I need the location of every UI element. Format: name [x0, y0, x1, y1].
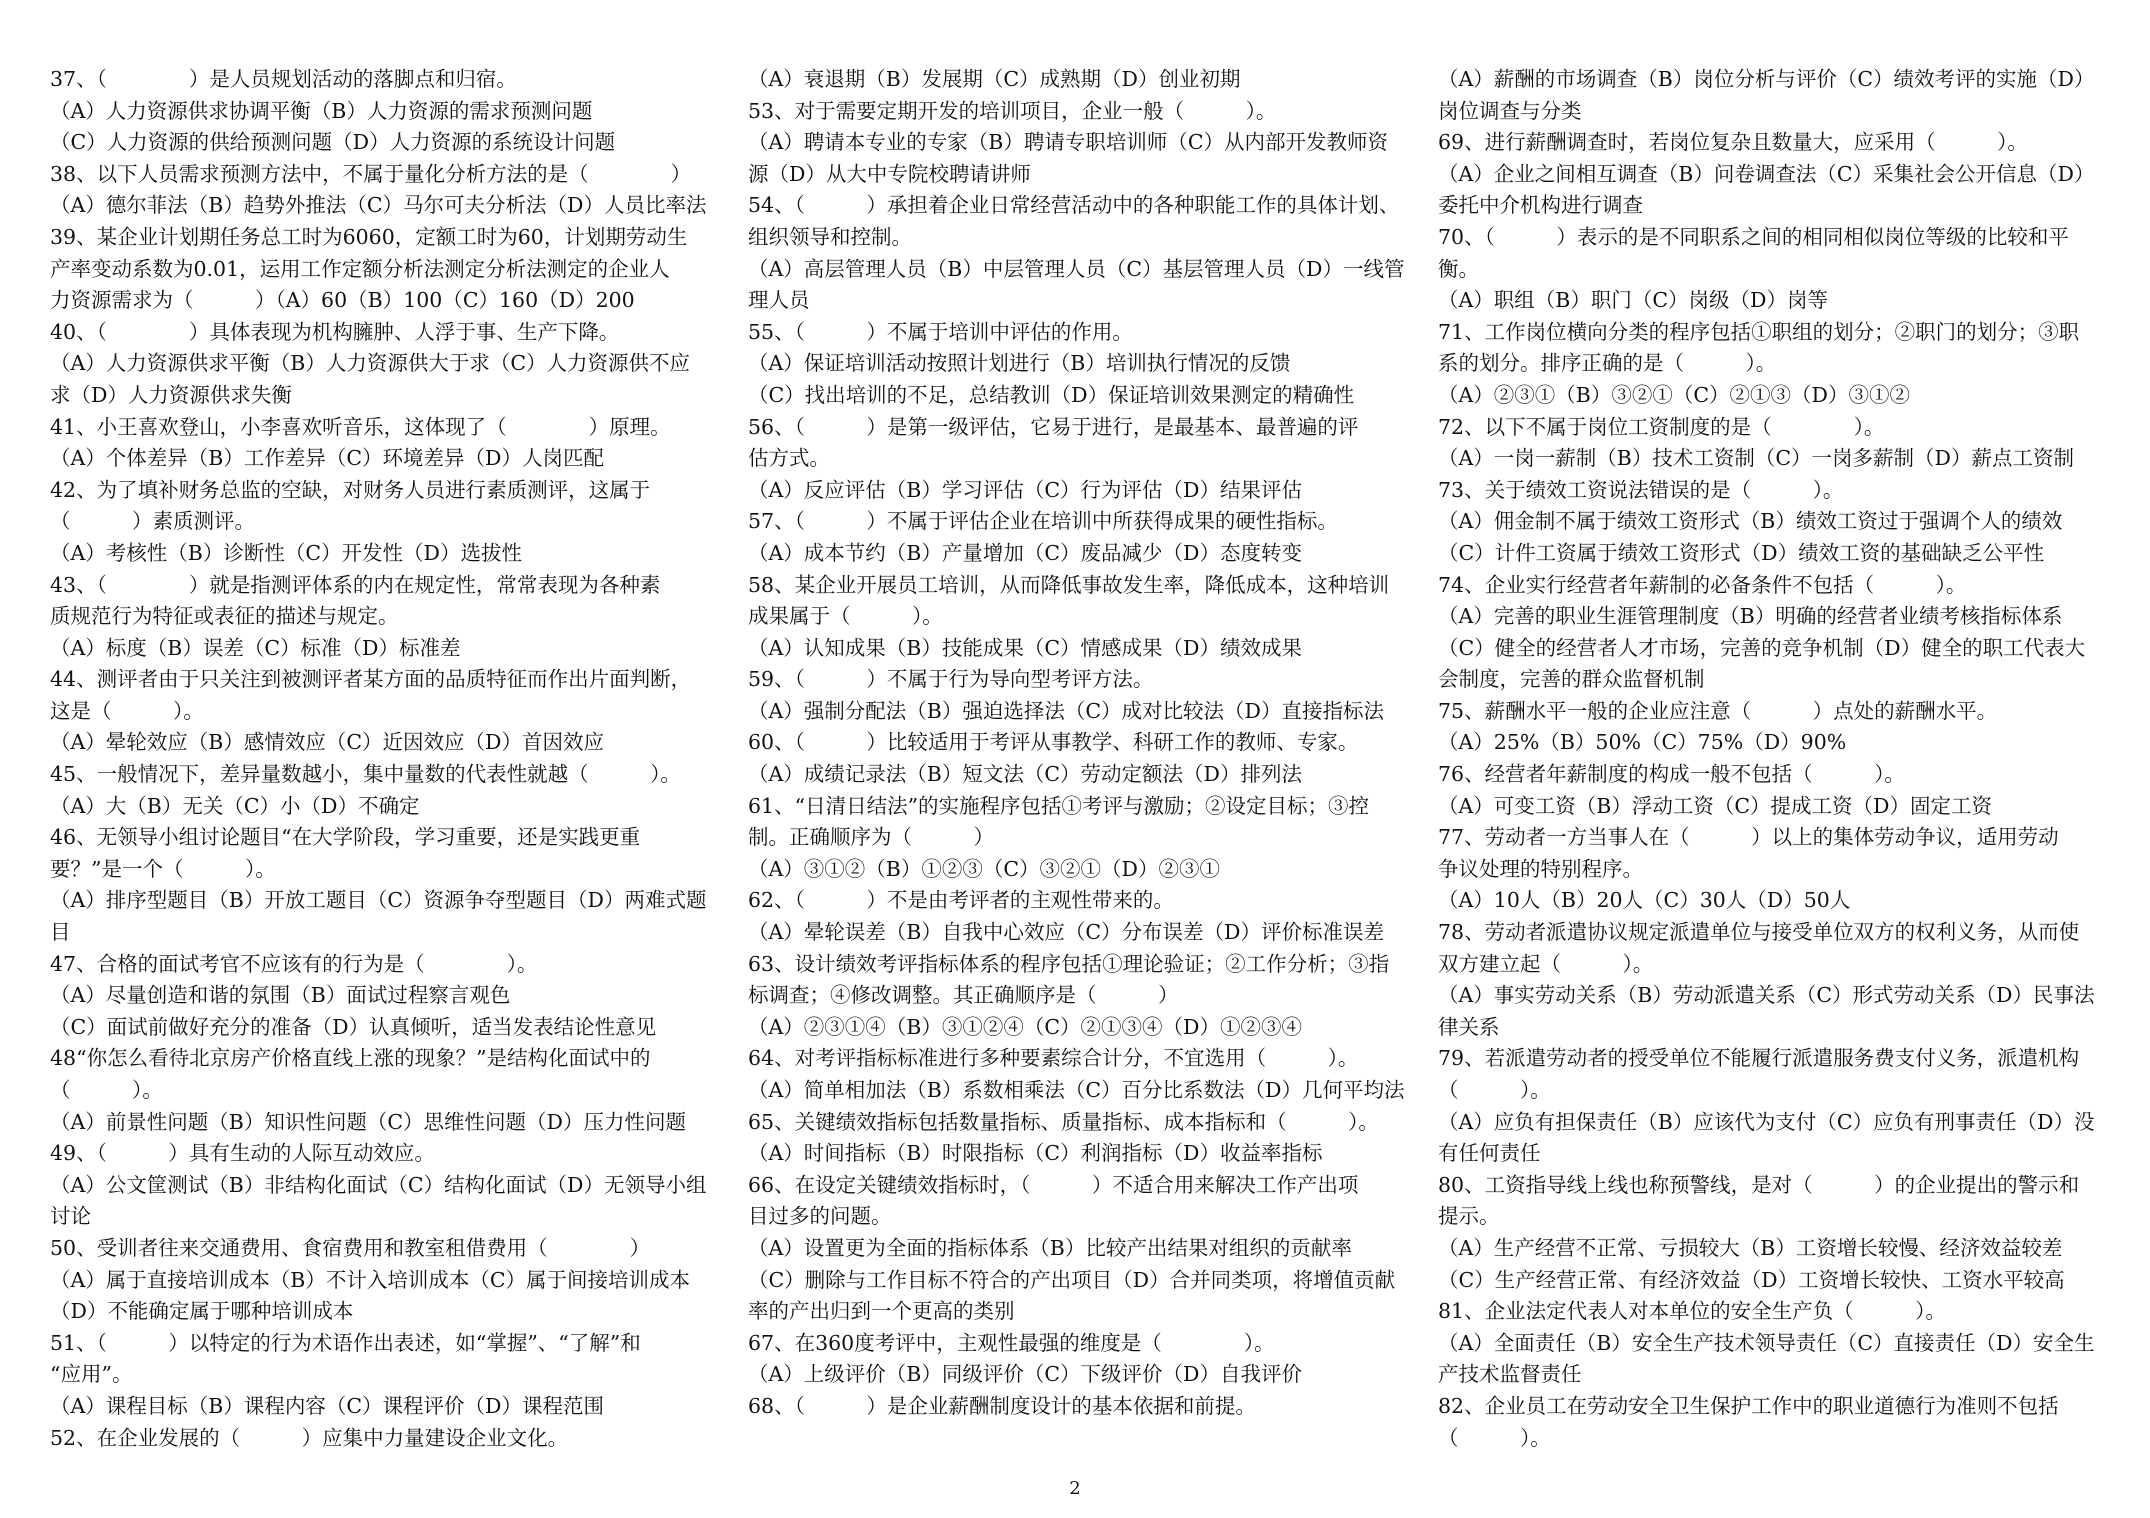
text-line: 源（D）从大中专院校聘请讲师: [748, 161, 1031, 186]
text-line: 讨论: [50, 1204, 91, 1229]
text-line: （A）②③①（B）③②①（C）②①③（D）③①②: [1438, 382, 1910, 407]
text-line: 68、（ ）是企业薪酬制度设计的基本依据和前提。: [748, 1393, 1256, 1418]
text-line: （ ）。: [1438, 1425, 1551, 1450]
text-line: （A）尽量创造和谐的氛围（B）面试过程察言观色: [50, 983, 511, 1008]
text-line: 目: [50, 920, 71, 945]
text-line: （A）反应评估（B）学习评估（C）行为评估（D）结果评估: [748, 477, 1302, 502]
text-line: 61、“日清日结法”的实施程序包括①考评与激励；②设定目标；③控: [748, 793, 1370, 818]
text-line: 58、某企业开展员工培训，从而降低事故发生率，降低成本，这种培训: [748, 572, 1390, 597]
text-line: 80、工资指导线上线也称预警线，是对（ ）的企业提出的警示和: [1438, 1172, 2080, 1197]
text-line: 49、（ ）具有生动的人际互动效应。: [50, 1141, 435, 1166]
text-line: 48“你怎么看待北京房产价格直线上涨的现象？”是结构化面试中的: [50, 1046, 651, 1071]
text-line: （A）10人（B）20人（C）30人（D）50人: [1438, 888, 1851, 913]
text-line: （A）公文筐测试（B）非结构化面试（C）结构化面试（D）无领导小组: [50, 1172, 707, 1197]
text-line: 43、（ ）就是指测评体系的内在规定性，常常表现为各种素: [50, 572, 661, 597]
text-line: 质规范行为特征或表征的描述与规定。: [50, 604, 399, 629]
text-line: （A）设置更为全面的指标体系（B）比较产出结果对组织的贡献率: [748, 1235, 1352, 1260]
text-line: 有任何责任: [1438, 1141, 1541, 1166]
text-line: 78、劳动者派遣协议规定派遣单位与接受单位双方的权利义务，从而使: [1438, 920, 2080, 945]
text-line: （A）时间指标（B）时限指标（C）利润指标（D）收益率指标: [748, 1141, 1323, 1166]
text-line: 64、对考评指标标准进行多种要素综合计分，不宜选用（ ）。: [748, 1046, 1359, 1071]
text-line: 47、合格的面试考官不应该有的行为是（ ）。: [50, 951, 538, 976]
text-line: 估方式。: [748, 446, 830, 471]
text-line: （A）完善的职业生涯管理制度（B）明确的经营者业绩考核指标体系: [1438, 604, 2063, 629]
text-line: （A）成本节约（B）产量增加（C）废品减少（D）态度转变: [748, 540, 1302, 565]
text-line: （C）删除与工作目标不符合的产出项目（D）合并同类项，将增值贡献: [748, 1267, 1396, 1292]
text-line: 双方建立起（ ）。: [1438, 951, 1654, 976]
text-line: 37、（ ）是人员规划活动的落脚点和归宿。: [50, 67, 517, 91]
text-line: （A）晕轮误差（B）自我中心效应（C）分布误差（D）评价标准误差: [748, 920, 1384, 945]
text-line: （A）高层管理人员（B）中层管理人员（C）基层管理人员（D）一线管: [748, 256, 1405, 281]
text-line: 57、（ ）不属于评估企业在培训中所获得成果的硬性指标。: [748, 509, 1338, 534]
text-line: 系的划分。排序正确的是（ ）。: [1438, 351, 1777, 376]
right-column: [1438, 64, 2108, 1454]
text-line: 79、若派遣劳动者的授受单位不能履行派遣服务费支付义务，派遣机构: [1438, 1046, 2080, 1071]
text-line: 提示。: [1438, 1204, 1500, 1229]
text-line: 要？”是一个（ ）。: [50, 856, 276, 881]
text-line: 38、以下人员需求预测方法中，不属于量化分析方法的是（ ）: [50, 161, 692, 186]
text-line: （A）人力资源供求平衡（B）人力资源供大于求（C）人力资源供不应: [50, 351, 691, 376]
text-line: （A）佣金制不属于绩效工资形式（B）绩效工资过于强调个人的绩效: [1438, 509, 2063, 534]
text-line: 目过多的问题。: [748, 1204, 892, 1229]
text-line: （ ）素质测评。: [50, 509, 255, 534]
text-line: （A）排序型题目（B）开放工题目（C）资源争夺型题目（D）两难式题: [50, 888, 707, 913]
text-line: 产技术监督责任: [1438, 1362, 1582, 1387]
text-line: （C）找出培训的不足，总结教训（D）保证培训效果测定的精确性: [748, 382, 1355, 407]
text-line: 40、（ ）具体表现为机构臃肿、人浮于事、生产下降。: [50, 319, 620, 344]
text-line: （A）企业之间相互调查（B）问卷调查法（C）采集社会公开信息（D）: [1438, 161, 2095, 186]
text-line: 45、一般情况下，差异量数越小，集中量数的代表性就越（ ）。: [50, 762, 681, 787]
text-line: 73、关于绩效工资说法错误的是（ ）。: [1438, 477, 1844, 502]
text-line: （A）属于直接培训成本（B）不计入培训成本（C）属于间接培训成本: [50, 1267, 691, 1292]
text-line: （A）可变工资（B）浮动工资（C）提成工资（D）固定工资: [1438, 793, 1992, 818]
text-line: 衡。: [1438, 256, 1479, 281]
text-line: 63、设计绩效考评指标体系的程序包括①理论验证；②工作分析；③指: [748, 951, 1390, 976]
text-line: 委托中介机构进行调查: [1438, 193, 1643, 218]
text-line: 55、（ ）不属于培训中评估的作用。: [748, 319, 1133, 344]
text-line: 50、受训者往来交通费用、食宿费用和教室租借费用（ ）: [50, 1235, 651, 1260]
text-line: 59、（ ）不属于行为导向型考评方法。: [748, 667, 1154, 692]
left-column: [50, 64, 720, 1454]
text-line: （A）生产经营不正常、亏损较大（B）工资增长较慢、经济效益较差: [1438, 1235, 2063, 1260]
text-line: （C）计件工资属于绩效工资形式（D）绩效工资的基础缺乏公平性: [1438, 540, 2045, 565]
text-line: 65、关键绩效指标包括数量指标、质量指标、成本指标和（ ）。: [748, 1109, 1379, 1134]
text-line: 56、（ ）是第一级评估，它易于进行，是最基本、最普遍的评: [748, 414, 1359, 439]
text-line: （A）薪酬的市场调查（B）岗位分析与评价（C）绩效考评的实施（D）: [1438, 67, 2095, 91]
text-line: 争议处理的特别程序。: [1438, 856, 1643, 881]
text-line: （A）25%（B）50%（C）75%（D）90%: [1438, 730, 1847, 755]
text-line: 82、企业员工在劳动安全卫生保护工作中的职业道德行为准则不包括: [1438, 1393, 2059, 1418]
text-line: （A）人力资源供求协调平衡（B）人力资源的需求预测问题: [50, 98, 593, 123]
text-line: （D）不能确定属于哪种培训成本: [50, 1299, 354, 1324]
text-line: （A）上级评价（B）同级评价（C）下级评价（D）自我评价: [748, 1362, 1302, 1387]
text-line: 53、对于需要定期开发的培训项目，企业一般（ ）。: [748, 98, 1277, 123]
text-line: （A）晕轮效应（B）感情效应（C）近因效应（D）首因效应: [50, 730, 604, 755]
page-number: 2: [1069, 1478, 1081, 1499]
text-line: 制。正确顺序为（ ）: [748, 825, 994, 850]
text-line: （A）强制分配法（B）强迫选择法（C）成对比较法（D）直接指标法: [748, 698, 1384, 723]
text-line: 岗位调查与分类: [1438, 98, 1582, 123]
text-line: （A）事实劳动关系（B）劳动派遣关系（C）形式劳动关系（D）民事法: [1438, 983, 2095, 1008]
text-line: 51、（ ）以特定的行为术语作出表述，如“掌握”、“了解”和: [50, 1330, 641, 1355]
text-line: 66、在设定关键绩效指标时，（ ）不适合用来解决工作产出项: [748, 1172, 1359, 1197]
text-line: （A）成绩记录法（B）短文法（C）劳动定额法（D）排列法: [748, 762, 1302, 787]
text-line: （A）个体差异（B）工作差异（C）环境差异（D）人岗匹配: [50, 446, 604, 471]
text-line: （A）认知成果（B）技能成果（C）情感成果（D）绩效成果: [748, 635, 1302, 660]
text-line: （A）考核性（B）诊断性（C）开发性（D）选拔性: [50, 540, 522, 565]
text-line: （C）健全的经营者人才市场，完善的竞争机制（D）健全的职工代表大: [1438, 635, 2086, 660]
text-line: 理人员: [748, 288, 810, 313]
text-line: 产率变动系数为0.01，运用工作定额分析法测定分析法测定的企业人: [50, 256, 670, 281]
text-line: 46、无领导小组讨论题目“在大学阶段，学习重要，还是实践更重: [50, 825, 641, 850]
text-line: 70、（ ）表示的是不同职系之间的相同相似岗位等级的比较和平: [1438, 224, 2069, 249]
text-line: （A）德尔菲法（B）趋势外推法（C）马尔可夫分析法（D）人员比率法: [50, 193, 707, 218]
text-line: （A）前景性问题（B）知识性问题（C）思维性问题（D）压力性问题: [50, 1109, 686, 1134]
text-line: 41、小王喜欢登山，小李喜欢听音乐，这体现了（ ）原理。: [50, 414, 671, 439]
text-line: 这是（ ）。: [50, 698, 204, 723]
text-line: （A）全面责任（B）安全生产技术领导责任（C）直接责任（D）安全生: [1438, 1330, 2095, 1355]
text-line: （ ）。: [50, 1078, 163, 1102]
text-line: 标调查；④修改调整。其正确顺序是（ ）: [748, 983, 1179, 1008]
text-line: （ ）。: [1438, 1078, 1551, 1102]
text-line: （C）面试前做好充分的准备（D）认真倾听，适当发表结论性意见: [50, 1014, 657, 1039]
text-line: 60、（ ）比较适用于考评从事教学、科研工作的教师、专家。: [748, 730, 1359, 755]
text-line: 71、工作岗位横向分类的程序包括①职组的划分；②职门的划分；③职: [1438, 319, 2080, 344]
text-line: （C）人力资源的供给预测问题（D）人力资源的系统设计问题: [50, 130, 616, 155]
text-line: （A）一岗一薪制（B）技术工资制（C）一岗多薪制（D）薪点工资制: [1438, 446, 2074, 471]
text-line: （A）③①②（B）①②③（C）③②①（D）②③①: [748, 856, 1220, 881]
text-line: 77、劳动者一方当事人在（ ）以上的集体劳动争议，适用劳动: [1438, 825, 2059, 850]
text-line: （A）标度（B）误差（C）标准（D）标准差: [50, 635, 461, 660]
text-line: 81、企业法定代表人对本单位的安全生产负（ ）。: [1438, 1299, 1946, 1324]
text-line: （A）保证培训活动按照计划进行（B）培训执行情况的反馈: [748, 351, 1291, 376]
text-line: 会制度，完善的群众监督机制: [1438, 667, 1705, 692]
text-line: 72、以下不属于岗位工资制度的是（ ）。: [1438, 414, 1885, 439]
text-line: （A）简单相加法（B）系数相乘法（C）百分比系数法（D）几何平均法: [748, 1078, 1405, 1102]
text-line: 求（D）人力资源供求失衡: [50, 382, 292, 407]
text-line: 成果属于（ ）。: [748, 604, 943, 629]
text-line: 74、企业实行经营者年薪制的必备条件不包括（ ）。: [1438, 572, 1967, 597]
text-line: 律关系: [1438, 1014, 1500, 1039]
text-line: “应用”。: [50, 1362, 133, 1387]
text-line: 组织领导和控制。: [748, 224, 912, 249]
text-line: 52、在企业发展的（ ）应集中力量建设企业文化。: [50, 1425, 569, 1450]
middle-column: [748, 64, 1418, 1423]
text-line: 76、经营者年薪制度的构成一般不包括（ ）。: [1438, 762, 1905, 787]
text-line: （A）职组（B）职门（C）岗级（D）岗等: [1438, 288, 1828, 313]
text-line: （A）课程目标（B）课程内容（C）课程评价（D）课程范围: [50, 1393, 604, 1418]
text-line: （A）衰退期（B）发展期（C）成熟期（D）创业初期: [748, 67, 1241, 91]
text-line: 69、进行薪酬调查时，若岗位复杂且数量大，应采用（ ）。: [1438, 130, 2028, 155]
text-line: 39、某企业计划期任务总工时为6060，定额工时为60，计划期劳动生: [50, 224, 688, 249]
text-line: （A）聘请本专业的专家（B）聘请专职培训师（C）从内部开发教师资: [748, 130, 1389, 155]
text-line: 率的产出归到一个更高的类别: [748, 1299, 1015, 1324]
text-line: 54、（ ）承担着企业日常经营活动中的各种职能工作的具体计划、: [748, 193, 1400, 218]
text-line: （A）②③①④（B）③①②④（C）②①③④（D）①②③④: [748, 1014, 1302, 1039]
text-line: 75、薪酬水平一般的企业应注意（ ）点处的薪酬水平。: [1438, 698, 1998, 723]
text-line: （C）生产经营正常、有经济效益（D）工资增长较快、工资水平较高: [1438, 1267, 2065, 1292]
text-line: （A）应负有担保责任（B）应该代为支付（C）应负有刑事责任（D）没: [1438, 1109, 2095, 1134]
text-line: （A）大（B）无关（C）小（D）不确定: [50, 793, 420, 818]
text-line: 力资源需求为（ ）（A）60（B）100（C）160（D）200: [50, 288, 635, 313]
text-line: 62、（ ）不是由考评者的主观性带来的。: [748, 888, 1174, 913]
text-line: 67、在360度考评中，主观性最强的维度是（ ）。: [748, 1330, 1275, 1355]
text-line: 44、测评者由于只关注到被测评者某方面的品质特征而作出片面判断，: [50, 667, 692, 692]
text-line: 42、为了填补财务总监的空缺，对财务人员进行素质测评，这属于: [50, 477, 651, 502]
